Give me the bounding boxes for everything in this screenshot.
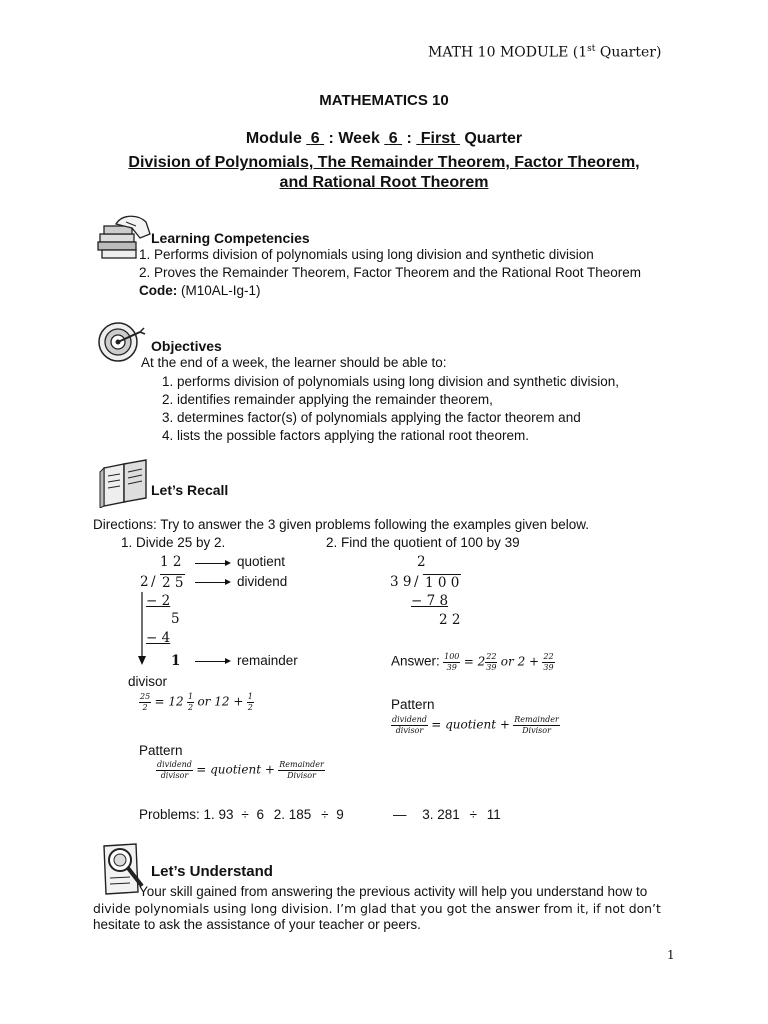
objectives-intro: At the end of a week, the learner should be able to:	[141, 355, 447, 370]
pattern-formula-2: $\frac{\text{dividend}}{\text{divisor}}$ = quotient + $\frac{\text{Remainder}}{\text{Divisor}}$	[392, 715, 559, 735]
ex1-r1: 5	[171, 611, 180, 627]
target-dart-icon	[96, 320, 146, 366]
understand-line-1: Your skill gained from answering the previous activity will help you understand how to	[139, 884, 648, 899]
ex1-slash: /	[151, 574, 156, 590]
recall-directions: Directions: Try to answer the 3 given problems following the examples given below.	[93, 517, 589, 532]
objectives-heading: Objectives	[151, 338, 222, 354]
ex1-label-quotient: quotient	[237, 554, 286, 569]
ex2-remainder: 2 2	[439, 612, 461, 628]
ex1-dividend: 2 5	[162, 575, 184, 591]
ex1-quotient: 1 2	[160, 554, 182, 570]
objective-item: 1. performs division of polynomials using long division and synthetic division,	[162, 374, 619, 389]
pattern-label: Pattern	[139, 743, 183, 758]
objective-item: 2. identifies remainder applying the remainder theorem,	[162, 392, 493, 407]
ex2-dividend: 1 0 0	[425, 575, 460, 591]
page-number: 1	[667, 948, 675, 962]
ex1-label-dividend: dividend	[237, 574, 288, 589]
understand-heading: Let’s Understand	[151, 863, 273, 880]
ex2-slash: /	[414, 574, 419, 590]
competency-code: Code: (M10AL-Ig-1)	[139, 283, 261, 298]
problems-line: Problems: 1. 93 ÷ 6 2. 185 ÷ 9	[139, 807, 344, 822]
understand-line-2: divide polynomials using long division. I’m glad that you got the answer from it, if not don’t	[93, 901, 661, 916]
understand-line-3: hesitate to ask the assistance of your teacher or peers.	[93, 917, 421, 932]
pattern-formula: $\frac{\text{dividend}}{\text{divisor}}$ = quotient + $\frac{\text{Remainder}}{\text{Divisor}}$	[157, 760, 324, 780]
problems-line-2: — 3. 281 ÷ 11	[393, 807, 501, 822]
ex2-sub: − 7 8	[411, 593, 449, 609]
divisor-arrow-icon	[137, 592, 147, 666]
competency-item: 2. Proves the Remainder Theorem, Factor Theorem and the Rational Root Theorem	[139, 265, 642, 280]
example-1-title: 1. Divide 25 by 2.	[121, 535, 226, 550]
objective-item: 4. lists the possible factors applying the rational root theorem.	[162, 428, 529, 443]
example-2-title: 2. Find the quotient of 100 by 39	[326, 535, 520, 550]
module-line: Module 6 : Week 6 : First Quarter	[245, 130, 523, 147]
competencies-heading: Learning Competencies	[151, 230, 310, 246]
ex1-divisor: 2	[140, 574, 149, 590]
ex1-equation: $\frac{25}{2}$ = 12 $\frac{1}{2}$ or 12 + $\frac{1}{2}$	[140, 692, 253, 712]
ex1-label-remainder: remainder	[237, 653, 298, 668]
dividend-arrow-icon	[195, 582, 229, 583]
open-book-icon	[98, 458, 152, 508]
ex1-sub2: − 4	[146, 630, 171, 646]
ex2-quotient: 2	[417, 554, 426, 570]
ex1-label-divisor: divisor	[128, 674, 168, 689]
ex1-sub1: − 2	[146, 593, 171, 609]
remainder-arrow-icon	[195, 661, 229, 662]
ex2-divisor: 3 9	[390, 574, 412, 590]
pattern-label-2: Pattern	[391, 697, 435, 712]
ex2-answer: Answer: $\frac{100}{39}$ = 2 $\frac{22}{39}$ or 2 + $\frac{22}{39}$	[391, 652, 554, 672]
topic-line-1: Division of Polynomials, The Remainder Theorem, Factor Theorem,	[128, 154, 640, 171]
page-title: MATHEMATICS 10	[319, 92, 449, 109]
objective-item: 3. determines factor(s) of polynomials applying the factor theorem and	[162, 410, 581, 425]
ex1-remainder: 1	[171, 653, 181, 669]
quotient-arrow-icon	[195, 563, 229, 564]
topic-line-2: and Rational Root Theorem	[279, 174, 489, 191]
competency-item: 1. Performs division of polynomials using long division and synthetic division	[139, 247, 594, 262]
running-header: MATH 10 MODULE (1st Quarter)	[428, 44, 662, 61]
recall-heading: Let’s Recall	[151, 482, 229, 498]
